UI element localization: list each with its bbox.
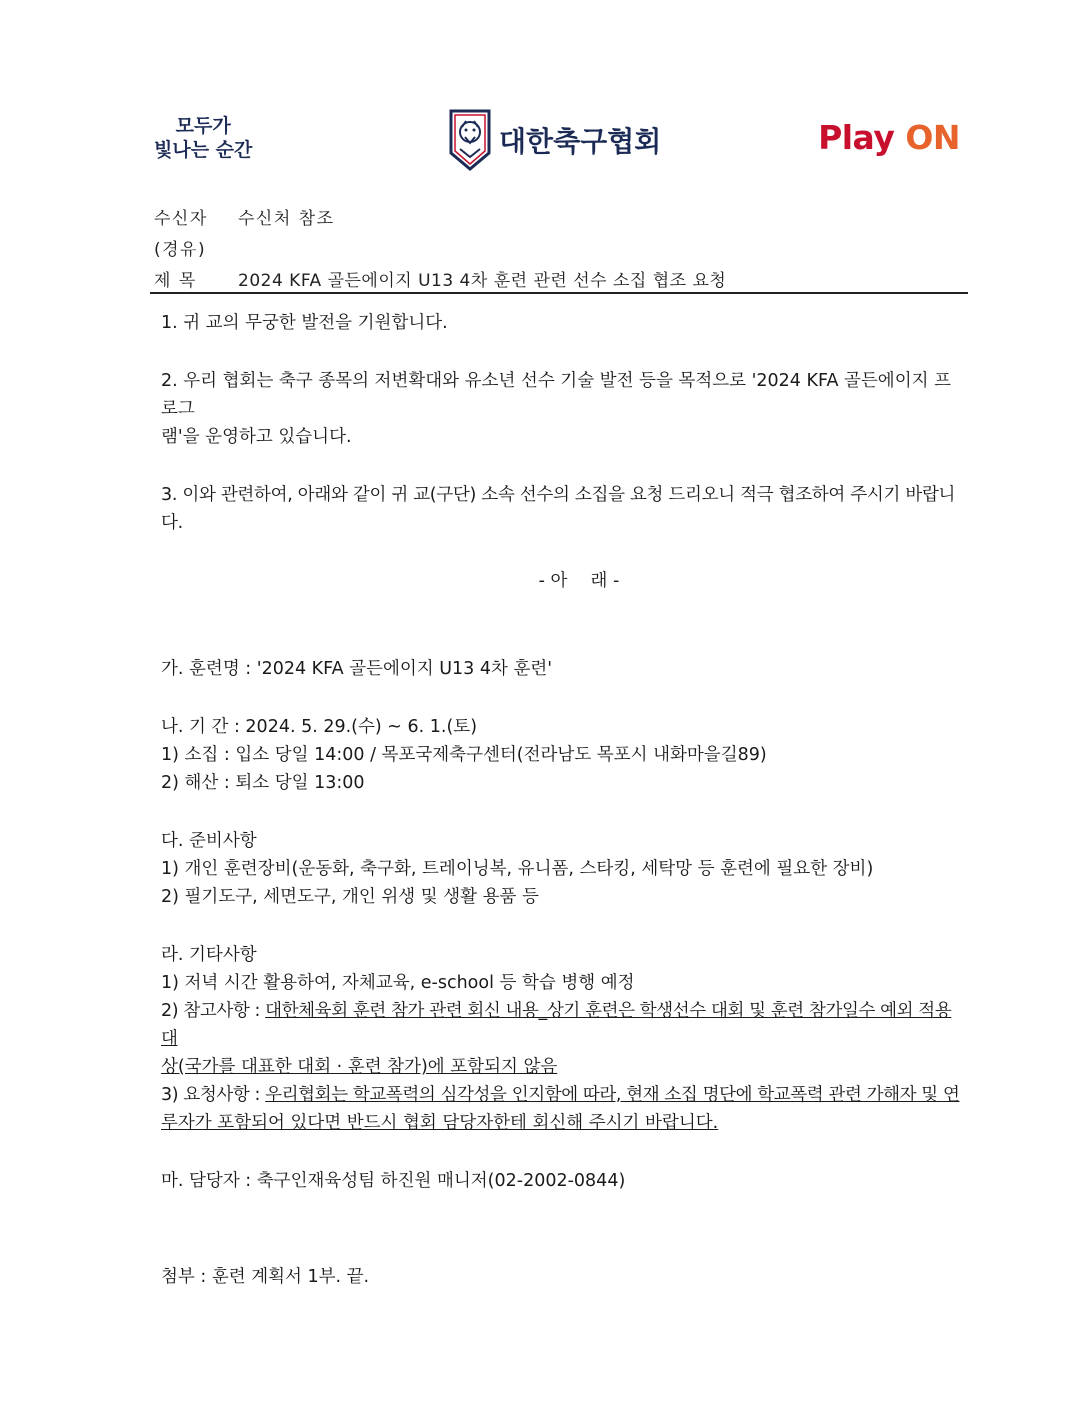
kfa-tiger-emblem-icon	[447, 107, 493, 173]
item-ma: 마. 담당자 : 축구인재육성팀 하진원 매니저(02-2002-0844)	[161, 1171, 626, 1191]
recipient-value: 수신처 참조	[238, 209, 335, 229]
recipient-label: 수신자	[154, 209, 208, 229]
via-row	[154, 235, 206, 260]
on-text: ON	[905, 118, 960, 157]
item-ra-2-line-2: 상(국가를 대표한 대회 · 훈련 참가)에 포함되지 않음	[161, 1057, 558, 1077]
item-na: 나. 기 간 : 2024. 5. 29.(수) ~ 6. 1.(토)	[161, 717, 478, 737]
item-ra-3	[161, 1081, 967, 1109]
via-label: (경유)	[154, 240, 207, 260]
paragraph-2-line-1: 2. 우리 협회는 축구 종목의 저변확대와 유소년 선수 기술 발전 등을 목적으로 '2024 KFA 골든에이지 프로그	[161, 371, 951, 419]
slogan	[154, 114, 252, 162]
paragraph-3: 3. 이와 관련하여, 아래와 같이 귀 교(구단) 소속 선수의 소집을 요청 드리오니 적극 협조하여 주시기 바랍니다.	[161, 485, 956, 533]
item-ga: 가. 훈련명 : '2024 KFA 골든에이지 U13 4차 훈련'	[161, 659, 553, 679]
item-da-1: 1) 개인 훈련장비(운동화, 축구화, 트레이닝복, 유니폼, 스타킹, 세탁망 등 훈련에 필요한 장비)	[161, 859, 874, 879]
slogan-line-2: 빛나는 순간	[154, 139, 253, 161]
item-ra-2-prefix: 2) 참고사항 :	[161, 1001, 266, 1021]
item-da-2: 2) 필기도구, 세면도구, 개인 위생 및 생활 용품 등	[161, 887, 539, 907]
subject-label: 제 목	[154, 271, 197, 291]
paragraph-1: 1. 귀 교의 무궁한 발전을 기원합니다.	[161, 313, 448, 333]
item-ra-3-prefix: 3) 요청사항 :	[161, 1085, 266, 1105]
header-divider	[150, 292, 968, 294]
attachment-line: 첨부 : 훈련 계획서 1부. 끝.	[161, 1267, 370, 1287]
item-na-1: 1) 소집 : 입소 당일 14:00 / 목포국제축구센터(전라남도 목포시 내화마을길89)	[161, 745, 767, 765]
recipient-row	[154, 204, 335, 229]
org-name: 대한축구협회	[499, 125, 662, 158]
play-text: Play	[818, 118, 895, 157]
play-on-logo	[818, 118, 960, 157]
subject-value: 2024 KFA 골든에이지 U13 4차 훈련 관련 선수 소집 협조 요청	[238, 271, 727, 291]
kfa-logo	[447, 106, 661, 174]
item-da: 다. 준비사항	[161, 831, 257, 851]
item-ra-3-line-1: 우리협회는 학교폭력의 심각성을 인지함에 따라, 현재 소집 명단에 학교폭력 관련 가해자 및 연	[265, 1085, 960, 1105]
paragraph-2-line-2: 램'을 운영하고 있습니다.	[161, 427, 352, 447]
item-ra-2	[161, 997, 967, 1053]
item-ra-1: 1) 저녁 시간 활용하여, 자체교육, e-school 등 학습 병행 예정	[161, 973, 635, 993]
letterhead	[150, 100, 968, 180]
item-na-2: 2) 해산 : 퇴소 당일 13:00	[161, 773, 365, 793]
item-ra-2-cont	[161, 1053, 967, 1081]
below-heading: - 아 래 -	[538, 571, 620, 591]
subject-row	[154, 266, 726, 291]
item-ra-3-line-2: 루자가 포함되어 있다면 반드시 협회 담당자한테 회신해 주시기 바랍니다.	[161, 1113, 719, 1133]
letter-body	[161, 309, 967, 1291]
item-ra: 라. 기타사항	[161, 945, 257, 965]
slogan-line-1: 모두가	[175, 115, 231, 137]
item-ra-2-line-1: 대한체육회 훈련 참가 관련 회신 내용_상기 훈련은 학생선수 대회 및 훈련 참가일수 예외 적용 대	[161, 1001, 952, 1049]
item-ra-3-cont	[161, 1109, 967, 1137]
